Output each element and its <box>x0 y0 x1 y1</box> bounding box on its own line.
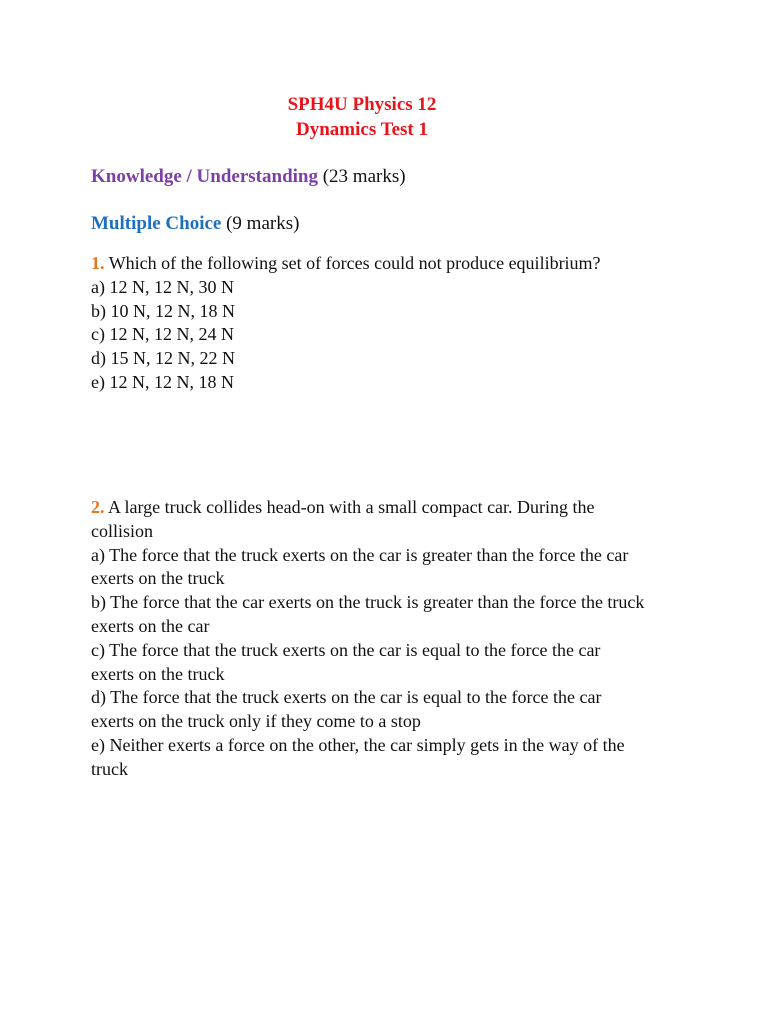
section-label: Knowledge / Understanding <box>91 166 318 187</box>
section-marks: (9 marks) <box>226 213 300 234</box>
question-number: 2. <box>91 497 105 517</box>
answer-option: d) The force that the truck exerts on the car is equal to the force the car <box>91 687 602 708</box>
section-heading-knowledge <box>91 165 406 189</box>
answer-option: a) 12 N, 12 N, 30 N <box>91 276 234 297</box>
answer-option: d) 15 N, 12 N, 22 N <box>91 348 235 369</box>
course-title: SPH4U Physics 12 <box>287 94 437 115</box>
question-2 <box>91 496 731 782</box>
answer-option-continued: exerts on the truck only if they come to a stop <box>91 711 421 732</box>
answer-option-continued: truck <box>91 758 128 779</box>
question-text: A large truck collides head-on with a small compact car. During the <box>108 497 595 517</box>
answer-option: c) The force that the truck exerts on the car is equal to the force the car <box>91 639 601 660</box>
section-label: Multiple Choice <box>91 213 222 234</box>
answer-option: b) 10 N, 12 N, 18 N <box>91 300 235 321</box>
answer-option: c) 12 N, 12 N, 24 N <box>91 324 234 345</box>
section-marks: (23 marks) <box>322 166 406 187</box>
question-text-continued: collision <box>91 520 153 541</box>
question-text: Which of the following set of forces could not produce equilibrium? <box>108 253 601 273</box>
question-stem <box>91 252 731 276</box>
question-number: 1. <box>91 253 105 273</box>
answer-option: a) The force that the truck exerts on the car is greater than the force the car <box>91 544 629 565</box>
test-title <box>252 92 472 142</box>
question-1 <box>91 252 731 395</box>
question-stem <box>91 496 731 520</box>
section-heading-multiple-choice <box>91 212 299 236</box>
answer-option-continued: exerts on the truck <box>91 663 225 684</box>
answer-option-continued: exerts on the car <box>91 615 210 636</box>
answer-option-continued: exerts on the truck <box>91 568 225 589</box>
answer-option: e) 12 N, 12 N, 18 N <box>91 371 234 392</box>
answer-option: e) Neither exerts a force on the other, the car simply gets in the way of the <box>91 734 625 755</box>
test-name: Dynamics Test 1 <box>296 119 428 140</box>
answer-option: b) The force that the car exerts on the truck is greater than the force the truck <box>91 592 645 613</box>
